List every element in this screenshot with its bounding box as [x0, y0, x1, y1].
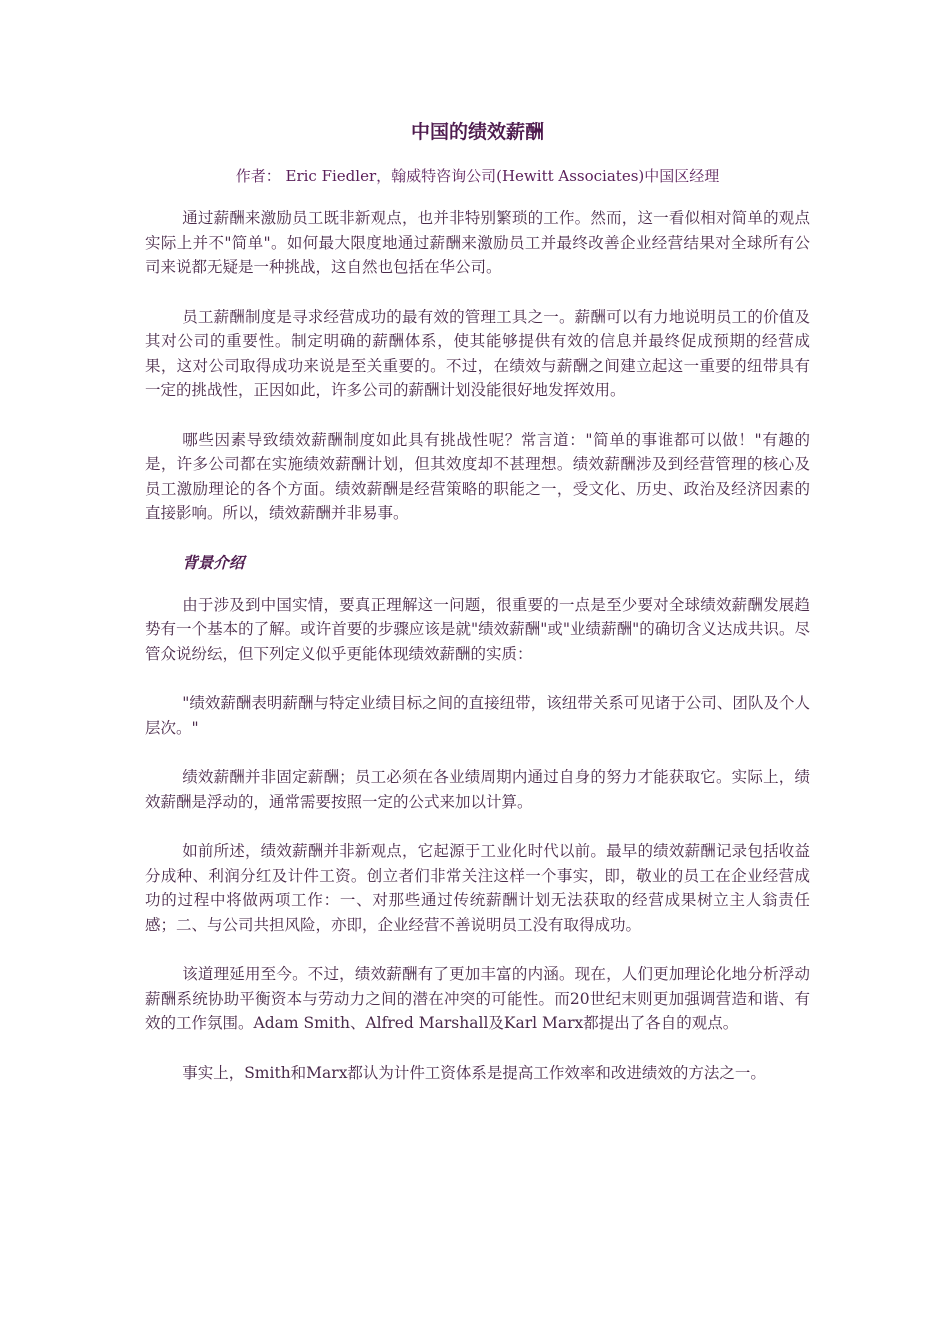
paragraph: 通过薪酬来激励员工既非新观点，也并非特别繁琐的工作。然而，这一看似相对简单的观点实际上并不"简单"。如何最大限度地通过薪酬来激励员工并最终改善企业经营结果对全球所有公司来说都无疑是一种挑战，这自然也包括在华公司。	[145, 209, 810, 276]
paragraph: 该道理延用至今。不过，绩效薪酬有了更加丰富的内涵。现在，人们更加理论化地分析浮动薪酬系统协助平衡资本与劳动力之间的潜在冲突的可能性。而20世纪末则更加强调营造和谐、有效的工作氛围。Adam Smith、Alfred Marshall及Karl Marx都提出了各自的观点。	[145, 965, 810, 1032]
paragraph: 如前所述，绩效薪酬并非新观点，它起源于工业化时代以前。最早的绩效薪酬记录包括收益分成种、利润分红及计件工资。创立者们非常关注这样一个事实，即，敬业的员工在企业经营成功的过程中将做两项工作：一、对那些通过传统薪酬计划无法获取的经营成果树立主人翁责任感；二、与公司共担风险，亦即，企业经营不善说明员工没有取得成功。	[145, 842, 810, 934]
paragraph: 员工薪酬制度是寻求经营成功的最有效的管理工具之一。薪酬可以有力地说明员工的价值及其对公司的重要性。制定明确的薪酬体系，使其能够提供有效的信息并最终促成预期的经营成果，这对公司取得成功来说是至关重要的。不过，在绩效与薪酬之间建立起这一重要的纽带具有一定的挑战性，正因如此，许多公司的薪酬计划没能很好地发挥效用。	[145, 307, 810, 399]
paragraph: 哪些因素导致绩效薪酬制度如此具有挑战性呢？常言道："简单的事谁都可以做！"有趣的是，许多公司都在实施绩效薪酬计划，但其效度却不甚理想。绩效薪酬涉及到经营管理的核心及员工激励理论的各个方面。绩效薪酬是经营策略的职能之一，受文化、历史、政治及经济因素的直接影响。所以，绩效薪酬并非易事。	[145, 430, 810, 522]
author-byline: 作者： Eric Fiedler，翰威特咨询公司(Hewitt Associates)中国区经理	[235, 167, 720, 185]
quote-paragraph: "绩效薪酬表明薪酬与特定业绩目标之间的直接纽带，该纽带关系可见诸于公司、团队及个人层次。"	[145, 694, 810, 737]
section-heading: 背景介绍	[182, 552, 245, 572]
paragraph: 由于涉及到中国实情，要真正理解这一问题，很重要的一点是至少要对全球绩效薪酬发展趋势有一个基本的了解。或许首要的步骤应该是就"绩效薪酬"或"业绩薪酬"的确切含义达成共识。尽管众说纷纭，但下列定义似乎更能体现绩效薪酬的实质：	[145, 595, 810, 663]
paragraph: 事实上，Smith和Marx都认为计件工资体系是提高工作效率和改进绩效的方法之一。	[182, 1063, 766, 1082]
page-title: 中国的绩效薪酬	[410, 121, 544, 143]
document-page	[145, 118, 810, 1110]
paragraph: 绩效薪酬并非固定薪酬；员工必须在各业绩周期内通过自身的努力才能获取它。实际上，绩效薪酬是浮动的，通常需要按照一定的公式来加以计算。	[145, 768, 810, 811]
